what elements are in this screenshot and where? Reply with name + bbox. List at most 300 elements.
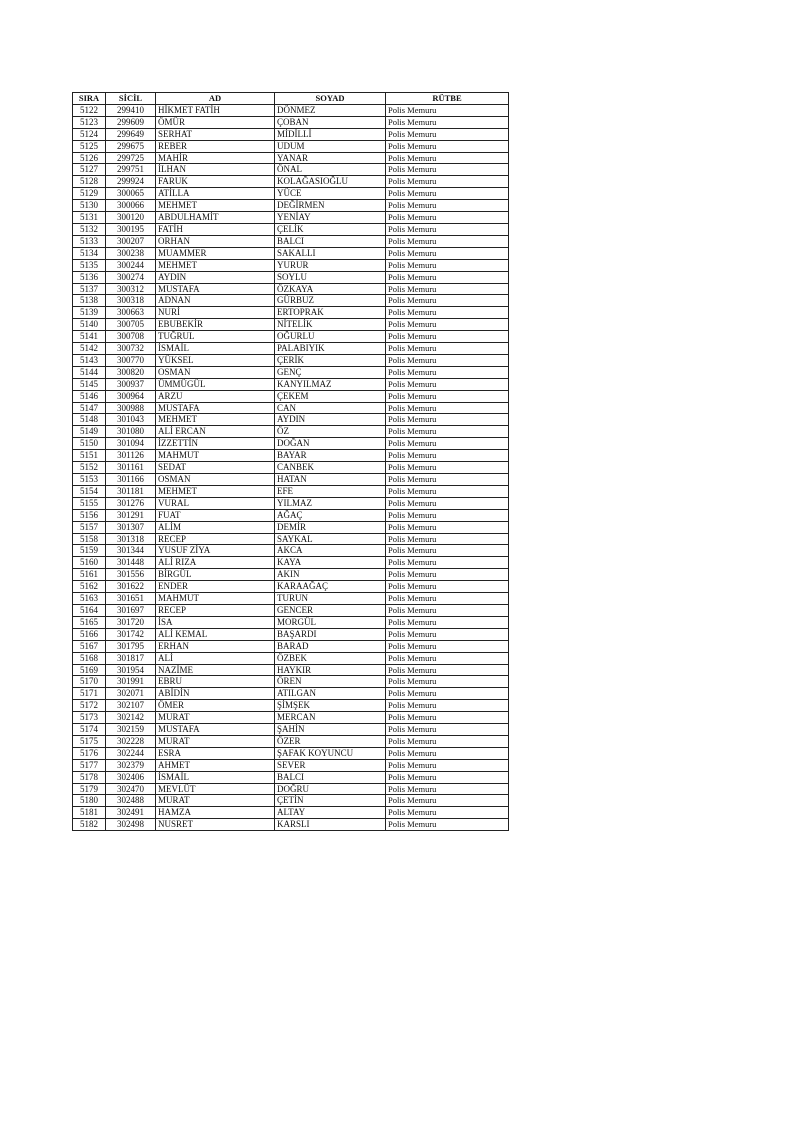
cell-soyad: AĞAÇ: [275, 509, 386, 521]
cell-rutbe: Polis Memuru: [386, 307, 509, 319]
cell-sicil: 300663: [106, 307, 156, 319]
table-row: [73, 176, 509, 188]
cell-rutbe: Polis Memuru: [386, 354, 509, 366]
cell-ad: REBER: [156, 140, 275, 152]
table-row: [73, 128, 509, 140]
cell-rutbe: Polis Memuru: [386, 295, 509, 307]
cell-rutbe: Polis Memuru: [386, 581, 509, 593]
cell-sira: 5135: [73, 259, 106, 271]
cell-sicil: 301161: [106, 462, 156, 474]
cell-rutbe: Polis Memuru: [386, 390, 509, 402]
table-row: [73, 116, 509, 128]
cell-sira: 5126: [73, 152, 106, 164]
cell-sira: 5131: [73, 212, 106, 224]
cell-sicil: 302228: [106, 735, 156, 747]
cell-ad: AYDIN: [156, 271, 275, 283]
cell-sicil: 302071: [106, 688, 156, 700]
table-row: [73, 295, 509, 307]
table-row: [73, 509, 509, 521]
cell-sicil: 301166: [106, 474, 156, 486]
cell-ad: MAHMUT: [156, 593, 275, 605]
cell-sira: 5176: [73, 747, 106, 759]
cell-soyad: GENÇ: [275, 366, 386, 378]
cell-soyad: AKCA: [275, 545, 386, 557]
cell-sicil: 302406: [106, 771, 156, 783]
cell-rutbe: Polis Memuru: [386, 271, 509, 283]
cell-sira: 5164: [73, 604, 106, 616]
table-row: [73, 795, 509, 807]
cell-rutbe: Polis Memuru: [386, 688, 509, 700]
cell-soyad: GÜRBUZ: [275, 295, 386, 307]
cell-rutbe: Polis Memuru: [386, 700, 509, 712]
cell-soyad: MİDİLLİ: [275, 128, 386, 140]
cell-rutbe: Polis Memuru: [386, 164, 509, 176]
table-row: [73, 604, 509, 616]
cell-sira: 5141: [73, 331, 106, 343]
header-ad: AD: [156, 93, 275, 105]
cell-sicil: 299675: [106, 140, 156, 152]
cell-soyad: PALABIYIK: [275, 343, 386, 355]
cell-soyad: HAYKIR: [275, 664, 386, 676]
cell-ad: ÖMÜR: [156, 116, 275, 128]
cell-ad: ADNAN: [156, 295, 275, 307]
table-row: [73, 807, 509, 819]
cell-rutbe: Polis Memuru: [386, 235, 509, 247]
table-row: [73, 164, 509, 176]
cell-sicil: 301697: [106, 604, 156, 616]
cell-sicil: 299649: [106, 128, 156, 140]
cell-ad: OSMAN: [156, 366, 275, 378]
cell-sira: 5180: [73, 795, 106, 807]
cell-ad: RECEP: [156, 604, 275, 616]
cell-ad: MURAT: [156, 795, 275, 807]
cell-soyad: YANAR: [275, 152, 386, 164]
cell-sicil: 299924: [106, 176, 156, 188]
cell-ad: VURAL: [156, 497, 275, 509]
header-soyad: SOYAD: [275, 93, 386, 105]
cell-rutbe: Polis Memuru: [386, 247, 509, 259]
header-sira: SIRA: [73, 93, 106, 105]
cell-sicil: 301448: [106, 557, 156, 569]
cell-sira: 5172: [73, 700, 106, 712]
cell-rutbe: Polis Memuru: [386, 509, 509, 521]
cell-ad: ÖMER: [156, 700, 275, 712]
table-row: [73, 783, 509, 795]
cell-sira: 5151: [73, 450, 106, 462]
cell-sira: 5140: [73, 319, 106, 331]
cell-rutbe: Polis Memuru: [386, 140, 509, 152]
cell-rutbe: Polis Memuru: [386, 176, 509, 188]
cell-sira: 5179: [73, 783, 106, 795]
header-sicil: SİCİL: [106, 93, 156, 105]
cell-rutbe: Polis Memuru: [386, 807, 509, 819]
cell-rutbe: Polis Memuru: [386, 223, 509, 235]
cell-rutbe: Polis Memuru: [386, 343, 509, 355]
cell-rutbe: Polis Memuru: [386, 533, 509, 545]
table-row: [73, 724, 509, 736]
table-row: [73, 771, 509, 783]
cell-rutbe: Polis Memuru: [386, 438, 509, 450]
table-row: [73, 700, 509, 712]
cell-ad: ATİLLA: [156, 188, 275, 200]
cell-sicil: 301094: [106, 438, 156, 450]
cell-rutbe: Polis Memuru: [386, 569, 509, 581]
table-row: [73, 735, 509, 747]
table-row: [73, 235, 509, 247]
cell-soyad: CAN: [275, 402, 386, 414]
cell-sicil: 299410: [106, 104, 156, 116]
cell-sicil: 300238: [106, 247, 156, 259]
cell-sicil: 301795: [106, 640, 156, 652]
cell-ad: MURAT: [156, 735, 275, 747]
table-body: [73, 104, 509, 830]
cell-ad: TUĞRUL: [156, 331, 275, 343]
cell-rutbe: Polis Memuru: [386, 200, 509, 212]
cell-sicil: 301991: [106, 676, 156, 688]
cell-sira: 5130: [73, 200, 106, 212]
cell-sicil: 300120: [106, 212, 156, 224]
cell-soyad: ÇERİK: [275, 354, 386, 366]
cell-ad: ABİDİN: [156, 688, 275, 700]
cell-sicil: 302244: [106, 747, 156, 759]
cell-ad: BİRGÜL: [156, 569, 275, 581]
cell-sicil: 301181: [106, 485, 156, 497]
cell-sira: 5128: [73, 176, 106, 188]
cell-rutbe: Polis Memuru: [386, 474, 509, 486]
cell-sicil: 302488: [106, 795, 156, 807]
cell-ad: ALİ: [156, 652, 275, 664]
cell-ad: NUSRET: [156, 819, 275, 831]
cell-ad: MEHMET: [156, 485, 275, 497]
cell-rutbe: Polis Memuru: [386, 188, 509, 200]
cell-sira: 5152: [73, 462, 106, 474]
cell-sicil: 301742: [106, 628, 156, 640]
cell-rutbe: Polis Memuru: [386, 116, 509, 128]
table-row: [73, 331, 509, 343]
cell-soyad: BARAD: [275, 640, 386, 652]
cell-soyad: UDUM: [275, 140, 386, 152]
cell-ad: ALİM: [156, 521, 275, 533]
cell-ad: İSMAİL: [156, 771, 275, 783]
cell-soyad: YURUR: [275, 259, 386, 271]
cell-sicil: 300708: [106, 331, 156, 343]
cell-rutbe: Polis Memuru: [386, 259, 509, 271]
cell-rutbe: Polis Memuru: [386, 652, 509, 664]
cell-soyad: HATAN: [275, 474, 386, 486]
cell-sira: 5136: [73, 271, 106, 283]
cell-sicil: 301043: [106, 414, 156, 426]
cell-ad: YUSUF ZİYA: [156, 545, 275, 557]
cell-soyad: ÇETİN: [275, 795, 386, 807]
cell-ad: SERHAT: [156, 128, 275, 140]
cell-rutbe: Polis Memuru: [386, 712, 509, 724]
cell-sicil: 301080: [106, 426, 156, 438]
cell-soyad: ÇOBAN: [275, 116, 386, 128]
cell-sicil: 300964: [106, 390, 156, 402]
cell-rutbe: Polis Memuru: [386, 402, 509, 414]
table-row: [73, 688, 509, 700]
cell-sira: 5160: [73, 557, 106, 569]
cell-soyad: TURUN: [275, 593, 386, 605]
cell-ad: ÜMMÜGÜL: [156, 378, 275, 390]
table-header-row: [73, 93, 509, 105]
cell-ad: FATİH: [156, 223, 275, 235]
cell-soyad: ÖZER: [275, 735, 386, 747]
table-row: [73, 569, 509, 581]
cell-soyad: SOYLU: [275, 271, 386, 283]
cell-ad: MAHİR: [156, 152, 275, 164]
cell-ad: ERHAN: [156, 640, 275, 652]
cell-sicil: 301276: [106, 497, 156, 509]
table-row: [73, 343, 509, 355]
cell-sicil: 300207: [106, 235, 156, 247]
cell-rutbe: Polis Memuru: [386, 557, 509, 569]
cell-rutbe: Polis Memuru: [386, 819, 509, 831]
cell-sicil: 299609: [106, 116, 156, 128]
cell-rutbe: Polis Memuru: [386, 676, 509, 688]
cell-ad: MEHMET: [156, 200, 275, 212]
cell-soyad: EFE: [275, 485, 386, 497]
cell-ad: ARZU: [156, 390, 275, 402]
cell-sira: 5122: [73, 104, 106, 116]
cell-sira: 5124: [73, 128, 106, 140]
cell-soyad: ÖZKAYA: [275, 283, 386, 295]
cell-soyad: YÜCE: [275, 188, 386, 200]
cell-ad: YÜKSEL: [156, 354, 275, 366]
table-row: [73, 712, 509, 724]
cell-sira: 5134: [73, 247, 106, 259]
cell-soyad: GENCER: [275, 604, 386, 616]
cell-sira: 5174: [73, 724, 106, 736]
cell-sicil: 302470: [106, 783, 156, 795]
table-row: [73, 188, 509, 200]
cell-sira: 5144: [73, 366, 106, 378]
cell-soyad: ŞİMŞEK: [275, 700, 386, 712]
cell-rutbe: Polis Memuru: [386, 628, 509, 640]
cell-ad: ORHAN: [156, 235, 275, 247]
cell-soyad: MERCAN: [275, 712, 386, 724]
cell-sicil: 301651: [106, 593, 156, 605]
cell-sira: 5137: [73, 283, 106, 295]
cell-sira: 5153: [73, 474, 106, 486]
cell-sicil: 300066: [106, 200, 156, 212]
table-row: [73, 247, 509, 259]
cell-rutbe: Polis Memuru: [386, 128, 509, 140]
table-row: [73, 438, 509, 450]
cell-sicil: 301344: [106, 545, 156, 557]
table-row: [73, 676, 509, 688]
table-row: [73, 759, 509, 771]
cell-sicil: 300937: [106, 378, 156, 390]
table-row: [73, 616, 509, 628]
table-row: [73, 747, 509, 759]
cell-rutbe: Polis Memuru: [386, 485, 509, 497]
cell-soyad: DOĞAN: [275, 438, 386, 450]
cell-sicil: 301622: [106, 581, 156, 593]
cell-rutbe: Polis Memuru: [386, 152, 509, 164]
cell-ad: İLHAN: [156, 164, 275, 176]
cell-sicil: 301307: [106, 521, 156, 533]
table-row: [73, 664, 509, 676]
cell-rutbe: Polis Memuru: [386, 331, 509, 343]
cell-soyad: KOLAĞASIOĞLU: [275, 176, 386, 188]
cell-soyad: ÇEKEM: [275, 390, 386, 402]
cell-ad: MEVLÜT: [156, 783, 275, 795]
table-row: [73, 545, 509, 557]
cell-sicil: 299751: [106, 164, 156, 176]
cell-soyad: BALCI: [275, 771, 386, 783]
cell-sira: 5139: [73, 307, 106, 319]
cell-ad: İSA: [156, 616, 275, 628]
table-row: [73, 140, 509, 152]
table-row: [73, 354, 509, 366]
cell-sira: 5123: [73, 116, 106, 128]
cell-soyad: SAYKAL: [275, 533, 386, 545]
cell-soyad: ÖZ: [275, 426, 386, 438]
cell-sira: 5162: [73, 581, 106, 593]
table-row: [73, 462, 509, 474]
cell-ad: MUSTAFA: [156, 283, 275, 295]
cell-ad: ALİ KEMAL: [156, 628, 275, 640]
cell-sira: 5173: [73, 712, 106, 724]
cell-sira: 5138: [73, 295, 106, 307]
cell-sira: 5154: [73, 485, 106, 497]
cell-rutbe: Polis Memuru: [386, 795, 509, 807]
cell-soyad: NİTELİK: [275, 319, 386, 331]
cell-soyad: DÖNMEZ: [275, 104, 386, 116]
table-row: [73, 378, 509, 390]
table-row: [73, 223, 509, 235]
cell-soyad: KAYA: [275, 557, 386, 569]
table-row: [73, 259, 509, 271]
cell-soyad: ÖNAL: [275, 164, 386, 176]
table-row: [73, 271, 509, 283]
cell-soyad: BALCI: [275, 235, 386, 247]
cell-sira: 5163: [73, 593, 106, 605]
cell-soyad: OĞURLU: [275, 331, 386, 343]
table-row: [73, 593, 509, 605]
cell-rutbe: Polis Memuru: [386, 450, 509, 462]
cell-sicil: 301126: [106, 450, 156, 462]
cell-soyad: ERTOPRAK: [275, 307, 386, 319]
table-row: [73, 366, 509, 378]
cell-soyad: KARAAĞAÇ: [275, 581, 386, 593]
cell-sira: 5156: [73, 509, 106, 521]
table-row: [73, 307, 509, 319]
cell-sicil: 300274: [106, 271, 156, 283]
cell-sira: 5159: [73, 545, 106, 557]
cell-soyad: BAŞARDI: [275, 628, 386, 640]
cell-sira: 5155: [73, 497, 106, 509]
cell-ad: RECEP: [156, 533, 275, 545]
cell-sira: 5127: [73, 164, 106, 176]
cell-soyad: ALTAY: [275, 807, 386, 819]
cell-ad: MUAMMER: [156, 247, 275, 259]
table-row: [73, 485, 509, 497]
cell-soyad: CANBEK: [275, 462, 386, 474]
cell-sicil: 300318: [106, 295, 156, 307]
cell-ad: MEHMET: [156, 414, 275, 426]
cell-soyad: AKIN: [275, 569, 386, 581]
cell-soyad: KANYILMAZ: [275, 378, 386, 390]
cell-sicil: 301954: [106, 664, 156, 676]
cell-sira: 5133: [73, 235, 106, 247]
cell-ad: NURİ: [156, 307, 275, 319]
table-row: [73, 414, 509, 426]
cell-soyad: AYDIN: [275, 414, 386, 426]
cell-sira: 5148: [73, 414, 106, 426]
cell-ad: SEDAT: [156, 462, 275, 474]
cell-sicil: 301817: [106, 652, 156, 664]
cell-sicil: 300244: [106, 259, 156, 271]
cell-sira: 5147: [73, 402, 106, 414]
cell-sicil: 300065: [106, 188, 156, 200]
cell-sicil: 302159: [106, 724, 156, 736]
table-row: [73, 200, 509, 212]
cell-rutbe: Polis Memuru: [386, 747, 509, 759]
cell-rutbe: Polis Memuru: [386, 378, 509, 390]
table-row: [73, 390, 509, 402]
cell-sicil: 301318: [106, 533, 156, 545]
table-row: [73, 557, 509, 569]
cell-sicil: 300195: [106, 223, 156, 235]
table-row: [73, 152, 509, 164]
cell-sira: 5161: [73, 569, 106, 581]
table-row: [73, 450, 509, 462]
cell-sira: 5181: [73, 807, 106, 819]
cell-sicil: 300312: [106, 283, 156, 295]
cell-soyad: ÖREN: [275, 676, 386, 688]
cell-ad: NAZİME: [156, 664, 275, 676]
cell-rutbe: Polis Memuru: [386, 319, 509, 331]
cell-sicil: 300988: [106, 402, 156, 414]
cell-soyad: DOĞRU: [275, 783, 386, 795]
cell-sira: 5168: [73, 652, 106, 664]
cell-sira: 5149: [73, 426, 106, 438]
cell-rutbe: Polis Memuru: [386, 462, 509, 474]
table-row: [73, 652, 509, 664]
cell-sira: 5169: [73, 664, 106, 676]
cell-ad: MEHMET: [156, 259, 275, 271]
cell-sicil: 301720: [106, 616, 156, 628]
table-row: [73, 497, 509, 509]
cell-rutbe: Polis Memuru: [386, 212, 509, 224]
cell-ad: ESRA: [156, 747, 275, 759]
cell-rutbe: Polis Memuru: [386, 616, 509, 628]
cell-soyad: DEMİR: [275, 521, 386, 533]
table-row: [73, 212, 509, 224]
cell-sicil: 302491: [106, 807, 156, 819]
cell-sira: 5157: [73, 521, 106, 533]
cell-ad: EBRU: [156, 676, 275, 688]
table-row: [73, 533, 509, 545]
cell-ad: FARUK: [156, 176, 275, 188]
cell-rutbe: Polis Memuru: [386, 783, 509, 795]
cell-sicil: 299725: [106, 152, 156, 164]
cell-soyad: DEĞİRMEN: [275, 200, 386, 212]
cell-sira: 5166: [73, 628, 106, 640]
cell-ad: MUSTAFA: [156, 724, 275, 736]
cell-sicil: 300770: [106, 354, 156, 366]
cell-sicil: 302107: [106, 700, 156, 712]
table-row: [73, 581, 509, 593]
table-row: [73, 628, 509, 640]
cell-sira: 5142: [73, 343, 106, 355]
cell-ad: HİKMET FATİH: [156, 104, 275, 116]
cell-ad: İZZETTİN: [156, 438, 275, 450]
cell-sicil: 300820: [106, 366, 156, 378]
cell-rutbe: Polis Memuru: [386, 771, 509, 783]
